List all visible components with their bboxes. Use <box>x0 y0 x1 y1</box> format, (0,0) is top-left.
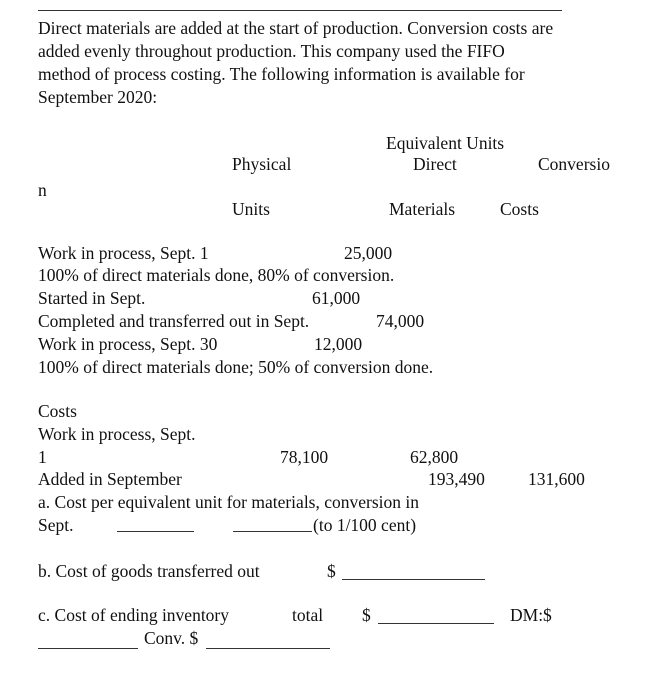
answer-b-blank[interactable] <box>342 579 485 580</box>
intro-line-2: added evenly throughout production. This company used the FIFO <box>38 41 505 61</box>
answer-c-dm-blank[interactable] <box>38 648 138 649</box>
question-a-line-2: Sept. <box>38 515 74 535</box>
question-b-dollar: $ <box>327 561 336 581</box>
wip-end-label: Work in process, Sept. 30 <box>38 334 218 354</box>
answer-a-conversion-blank[interactable] <box>233 531 312 532</box>
question-a-line-1: a. Cost per equivalent unit for materials, conversion in <box>38 492 420 512</box>
answer-c-total-blank[interactable] <box>378 623 494 624</box>
header-physical: Physical <box>232 154 292 174</box>
question-c-dm: DM:$ <box>510 605 552 625</box>
costs-label: Costs <box>38 401 77 421</box>
intro-line-1: Direct materials are added at the start of production. Conversion costs are <box>38 18 554 38</box>
wip-end-note: 100% of direct materials done; 50% of conversion done. <box>38 357 434 377</box>
wip-start-units: 25,000 <box>344 243 393 263</box>
costs-wip-label-cont: 1 <box>38 447 47 467</box>
costs-wip-label: Work in process, Sept. <box>38 424 196 444</box>
header-costs: Costs <box>500 199 539 219</box>
question-a-suffix: (to 1/100 cent) <box>313 515 417 535</box>
answer-c-conv-blank[interactable] <box>206 648 330 649</box>
started-units: 61,000 <box>312 288 361 308</box>
top-rule <box>38 10 562 11</box>
costs-wip-total: 78,100 <box>280 447 329 467</box>
started-label: Started in Sept. <box>38 288 146 308</box>
header-equivalent-units: Equivalent Units <box>386 133 505 153</box>
answer-a-materials-blank[interactable] <box>117 531 194 532</box>
question-c-dollar: $ <box>362 605 371 625</box>
intro-line-3: method of process costing. The following information is available for <box>38 64 525 84</box>
header-direct: Direct <box>413 154 457 174</box>
question-c-total: total <box>292 605 324 625</box>
costs-added-conv: 131,600 <box>528 469 585 489</box>
wip-end-units: 12,000 <box>314 334 363 354</box>
question-c-label: c. Cost of ending inventory <box>38 605 230 625</box>
wip-start-note: 100% of direct materials done, 80% of conversion. <box>38 265 395 285</box>
header-n: n <box>38 180 47 200</box>
question-c-conv: Conv. $ <box>144 628 199 648</box>
completed-units: 74,000 <box>376 311 425 331</box>
header-materials: Materials <box>389 199 456 219</box>
header-conversio: Conversio <box>538 154 610 174</box>
costs-added-label: Added in September <box>38 469 182 489</box>
header-units: Units <box>232 199 270 219</box>
wip-start-label: Work in process, Sept. 1 <box>38 243 209 263</box>
completed-label: Completed and transferred out in Sept. <box>38 311 310 331</box>
intro-line-4: September 2020: <box>38 87 158 107</box>
costs-added-dm: 193,490 <box>428 469 485 489</box>
costs-wip-dm: 62,800 <box>410 447 459 467</box>
question-b-label: b. Cost of goods transferred out <box>38 561 260 581</box>
